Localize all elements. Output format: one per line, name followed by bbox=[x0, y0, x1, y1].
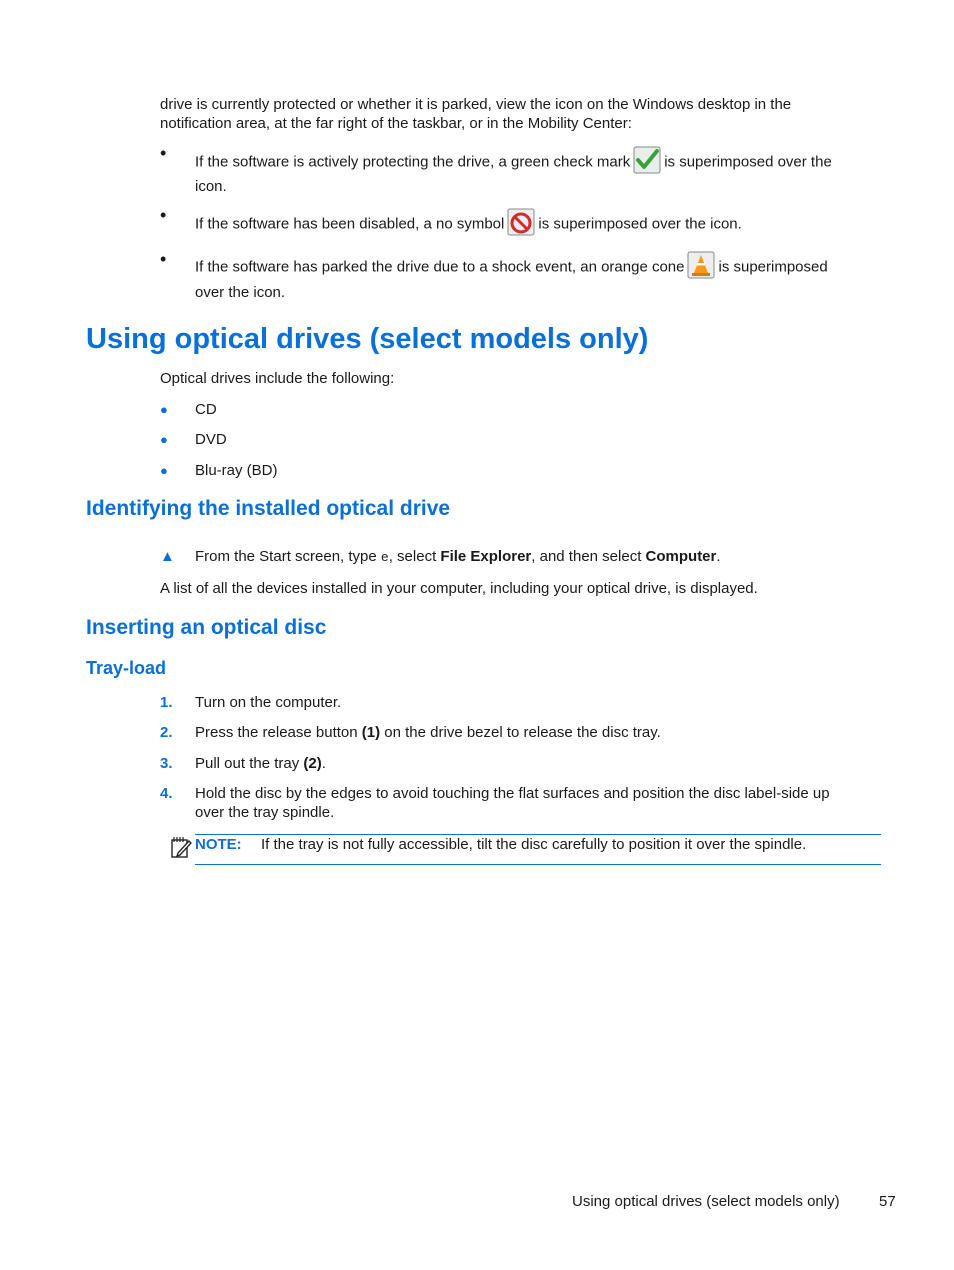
bullet-text: is superimposed bbox=[718, 258, 828, 276]
bullet-dot: ● bbox=[160, 402, 168, 417]
step-text-continuation: over the tray spindle. bbox=[195, 804, 335, 821]
note-label: NOTE: bbox=[195, 836, 242, 853]
bullet-marker: • bbox=[160, 249, 167, 269]
step-text: Turn on the computer. bbox=[195, 694, 342, 711]
note-icon bbox=[169, 835, 193, 864]
bullet-text: is superimposed over the icon. bbox=[538, 215, 742, 233]
intro-line-1: drive is currently protected or whether it is parked, view the icon on the Windows desktop in the bbox=[160, 96, 792, 113]
file-explorer-label: File Explorer bbox=[440, 548, 532, 565]
subsection-title-tray-load: Tray-load bbox=[86, 658, 167, 678]
code-e: e bbox=[380, 550, 389, 565]
computer-label: Computer bbox=[645, 548, 717, 565]
page-number: 57 bbox=[879, 1193, 896, 1210]
section-title-inserting: Inserting an optical disc bbox=[86, 616, 327, 639]
identify-result: A list of all the devices installed in your computer, including your optical drive, is displayed. bbox=[160, 580, 758, 597]
orange-cone-icon bbox=[687, 251, 715, 284]
bullet-dot: ● bbox=[160, 463, 168, 478]
list-item-cd: CD bbox=[195, 401, 217, 418]
step-text: Pull out the tray (2). bbox=[195, 755, 326, 772]
section-title-optical-drives: Using optical drives (select models only) bbox=[86, 323, 649, 355]
bullet-orange-cone bbox=[195, 251, 895, 284]
step-number: 4. bbox=[160, 785, 173, 802]
footer-title: Using optical drives (select models only) bbox=[572, 1193, 840, 1210]
list-item-bluray: Blu-ray (BD) bbox=[195, 462, 278, 479]
step-number: 2. bbox=[160, 724, 173, 741]
no-symbol-icon bbox=[507, 208, 535, 241]
bullet-continuation: icon. bbox=[195, 178, 227, 195]
triangle-step-marker: ▲ bbox=[160, 548, 175, 565]
list-item-dvd: DVD bbox=[195, 431, 227, 448]
bullet-text: If the software has been disabled, a no symbol bbox=[195, 215, 505, 233]
bullet-no-symbol bbox=[195, 208, 895, 241]
section-title-identifying: Identifying the installed optical drive bbox=[86, 497, 451, 520]
bullet-continuation: over the icon. bbox=[195, 284, 286, 301]
bullet-text: If the software has parked the drive due to a shock event, an orange cone bbox=[195, 258, 685, 276]
bullet-dot: ● bbox=[160, 432, 168, 447]
intro-line-2: notification area, at the far right of the taskbar, or in the Mobility Center: bbox=[160, 115, 632, 132]
note-rule-bottom bbox=[195, 864, 881, 865]
section-intro: Optical drives include the following: bbox=[160, 370, 395, 387]
identify-step: From the Start screen, type e, select File Explorer, and then select Computer. bbox=[195, 548, 721, 565]
bullet-text: If the software is actively protecting the drive, a green check mark bbox=[195, 153, 631, 171]
bullet-marker: • bbox=[160, 205, 167, 225]
step-number: 1. bbox=[160, 694, 173, 711]
bullet-green-check bbox=[195, 146, 895, 179]
step-text: Hold the disc by the edges to avoid touching the flat surfaces and position the disc label-side up bbox=[195, 785, 830, 802]
green-check-icon bbox=[633, 146, 661, 179]
bullet-marker: • bbox=[160, 143, 167, 163]
bullet-text: is superimposed over the bbox=[664, 153, 832, 171]
step-number: 3. bbox=[160, 755, 173, 772]
step-text: Press the release button (1) on the drive bezel to release the disc tray. bbox=[195, 724, 661, 741]
note-text: If the tray is not fully accessible, tilt the disc carefully to position it over the spindle. bbox=[261, 836, 807, 853]
